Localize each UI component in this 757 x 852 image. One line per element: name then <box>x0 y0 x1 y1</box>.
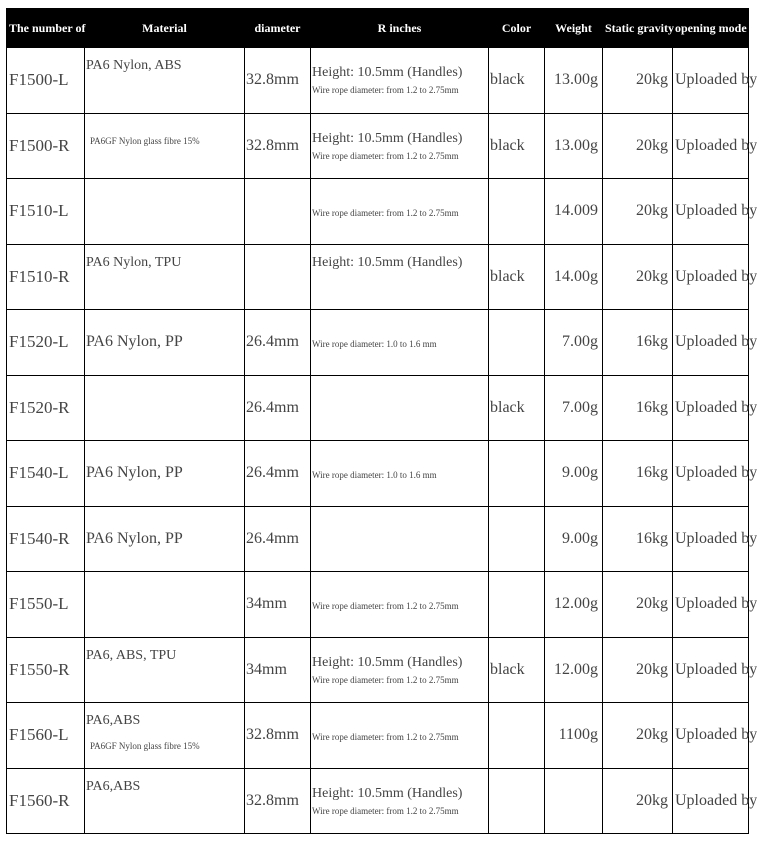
wire-text: Wire rope diameter: from 1.2 to 2.75mm <box>312 674 459 685</box>
cell-r-inches <box>311 441 489 507</box>
wire-text: Wire rope diameter: from 1.2 to 2.75mm <box>312 601 459 612</box>
cell-color <box>489 179 545 245</box>
cell-gravity: 20kg <box>603 703 673 769</box>
cell-r-inches <box>311 768 489 834</box>
table-row <box>7 572 749 638</box>
cell-code: F1500-L <box>7 48 85 114</box>
cell-material <box>85 572 245 638</box>
cell-code: F1550-R <box>7 637 85 703</box>
cell-opening: Uploaded by <box>673 375 749 441</box>
material-line: PA6 Nylon, PP <box>86 529 183 547</box>
material-subline: PA6GF Nylon glass fibre 15% <box>90 741 200 751</box>
cell-material <box>85 703 245 769</box>
cell-r-inches <box>311 310 489 376</box>
header-static-gravity: Static gravity <box>603 9 673 48</box>
cell-opening: Uploaded by <box>673 310 749 376</box>
cell-diameter: 34mm <box>245 637 311 703</box>
cell-gravity: 16kg <box>603 375 673 441</box>
cell-diameter: 26.4mm <box>245 506 311 572</box>
table-row <box>7 703 749 769</box>
cell-weight: 13.00g <box>545 48 603 114</box>
cell-code: F1550-L <box>7 572 85 638</box>
material-line: PA6,ABS <box>86 713 141 728</box>
cell-diameter: 32.8mm <box>245 703 311 769</box>
cell-code: F1520-L <box>7 310 85 376</box>
cell-weight: 13.00g <box>545 113 603 179</box>
cell-opening: Uploaded by <box>673 179 749 245</box>
header-weight: Weight <box>545 9 603 48</box>
cell-material <box>85 506 245 572</box>
cell-gravity: 20kg <box>603 113 673 179</box>
cell-r-inches <box>311 703 489 769</box>
cell-code: F1510-R <box>7 244 85 310</box>
cell-r-inches <box>311 572 489 638</box>
header-material: Material <box>85 9 245 48</box>
cell-weight: 7.00g <box>545 375 603 441</box>
table-row <box>7 48 749 114</box>
cell-r-inches <box>311 48 489 114</box>
cell-gravity: 16kg <box>603 310 673 376</box>
cell-weight: 14.00g <box>545 244 603 310</box>
material-line: PA6,ABS <box>86 778 141 794</box>
cell-color <box>489 441 545 507</box>
cell-code: F1560-L <box>7 703 85 769</box>
cell-color: black <box>489 113 545 179</box>
material-line: PA6 Nylon, PP <box>86 333 183 351</box>
cell-material <box>85 113 245 179</box>
cell-r-inches <box>311 244 489 310</box>
cell-opening: Uploaded by <box>673 703 749 769</box>
cell-weight: 12.00g <box>545 572 603 638</box>
header-opening-mode: opening mode <box>673 9 749 48</box>
cell-material <box>85 244 245 310</box>
cell-diameter: 32.8mm <box>245 768 311 834</box>
cell-gravity: 20kg <box>603 244 673 310</box>
header-color: Color <box>489 9 545 48</box>
cell-diameter: 32.8mm <box>245 48 311 114</box>
wire-text: Wire rope diameter: from 1.2 to 2.75mm <box>312 208 459 219</box>
cell-gravity: 20kg <box>603 637 673 703</box>
cell-color <box>489 310 545 376</box>
cell-weight: 9.00g <box>545 441 603 507</box>
cell-opening: Uploaded by <box>673 572 749 638</box>
cell-material <box>85 637 245 703</box>
cell-color: black <box>489 375 545 441</box>
height-text: Height: 10.5mm (Handles) <box>312 785 463 801</box>
material-line: PA6 Nylon, TPU <box>86 254 182 270</box>
cell-material <box>85 441 245 507</box>
cell-r-inches <box>311 375 489 441</box>
cell-gravity: 20kg <box>603 48 673 114</box>
cell-material <box>85 310 245 376</box>
cell-weight: 12.00g <box>545 637 603 703</box>
wire-text: Wire rope diameter: from 1.2 to 2.75mm <box>312 85 459 96</box>
cell-code: F1560-R <box>7 768 85 834</box>
cell-code: F1500-R <box>7 113 85 179</box>
cell-opening: Uploaded by <box>673 244 749 310</box>
cell-color <box>489 703 545 769</box>
cell-r-inches <box>311 113 489 179</box>
cell-opening: Uploaded by <box>673 506 749 572</box>
cell-material <box>85 179 245 245</box>
cell-diameter: 32.8mm <box>245 113 311 179</box>
material-subline: PA6GF Nylon glass fibre 15% <box>90 135 200 146</box>
header-row <box>7 9 749 48</box>
cell-weight: 1100g <box>545 703 603 769</box>
cell-r-inches <box>311 179 489 245</box>
cell-weight: 9.00g <box>545 506 603 572</box>
height-text: Height: 10.5mm (Handles) <box>312 654 463 670</box>
cell-gravity: 16kg <box>603 506 673 572</box>
spec-table-sheet <box>6 8 757 834</box>
material-line: PA6 Nylon, ABS <box>86 58 182 73</box>
table-row <box>7 506 749 572</box>
cell-weight: 14.009 <box>545 179 603 245</box>
cell-opening: Uploaded by <box>673 637 749 703</box>
header-diameter: diameter <box>245 9 311 48</box>
cell-material <box>85 768 245 834</box>
cell-weight <box>545 768 603 834</box>
table-row <box>7 375 749 441</box>
cell-color: black <box>489 48 545 114</box>
cell-material <box>85 375 245 441</box>
height-text: Height: 10.5mm (Handles) <box>312 254 463 270</box>
cell-color <box>489 768 545 834</box>
wire-text: Wire rope diameter: from 1.2 to 2.75mm <box>312 805 459 816</box>
cell-diameter: 26.4mm <box>245 375 311 441</box>
cell-material <box>85 48 245 114</box>
cell-diameter: 26.4mm <box>245 441 311 507</box>
cell-r-inches <box>311 637 489 703</box>
spec-table <box>6 8 757 834</box>
cell-code: F1510-L <box>7 179 85 245</box>
cell-r-inches <box>311 506 489 572</box>
cell-diameter <box>245 179 311 245</box>
cell-code: F1540-L <box>7 441 85 507</box>
cell-color <box>489 572 545 638</box>
table-row <box>7 768 749 834</box>
cell-color: black <box>489 637 545 703</box>
cell-diameter <box>245 244 311 310</box>
wire-text: Wire rope diameter: 1.0 to 1.6 mm <box>312 339 437 350</box>
table-row <box>7 637 749 703</box>
cell-gravity: 20kg <box>603 572 673 638</box>
table-row <box>7 441 749 507</box>
cell-color <box>489 506 545 572</box>
cell-weight: 7.00g <box>545 310 603 376</box>
cell-gravity: 20kg <box>603 768 673 834</box>
cell-diameter: 26.4mm <box>245 310 311 376</box>
wire-text: Wire rope diameter: from 1.2 to 2.75mm <box>312 150 459 161</box>
height-text: Height: 10.5mm (Handles) <box>312 65 463 81</box>
table-row <box>7 113 749 179</box>
wire-text: Wire rope diameter: 1.0 to 1.6 mm <box>312 470 437 481</box>
wire-text: Wire rope diameter: from 1.2 to 2.75mm <box>312 732 459 743</box>
cell-opening: Uploaded by <box>673 48 749 114</box>
cell-color: black <box>489 244 545 310</box>
cell-gravity: 16kg <box>603 441 673 507</box>
cell-opening: Uploaded by <box>673 441 749 507</box>
material-line: PA6 Nylon, PP <box>86 464 183 482</box>
header-number: The number of <box>7 9 85 48</box>
table-row <box>7 244 749 310</box>
cell-diameter: 34mm <box>245 572 311 638</box>
table-row <box>7 310 749 376</box>
cell-code: F1540-R <box>7 506 85 572</box>
header-r-inches: R inches <box>311 9 489 48</box>
cell-opening: Uploaded by <box>673 113 749 179</box>
cell-opening: Uploaded by <box>673 768 749 834</box>
cell-code: F1520-R <box>7 375 85 441</box>
material-line: PA6, ABS, TPU <box>86 647 177 663</box>
height-text: Height: 10.5mm (Handles) <box>312 130 463 146</box>
cell-gravity: 20kg <box>603 179 673 245</box>
table-row <box>7 179 749 245</box>
